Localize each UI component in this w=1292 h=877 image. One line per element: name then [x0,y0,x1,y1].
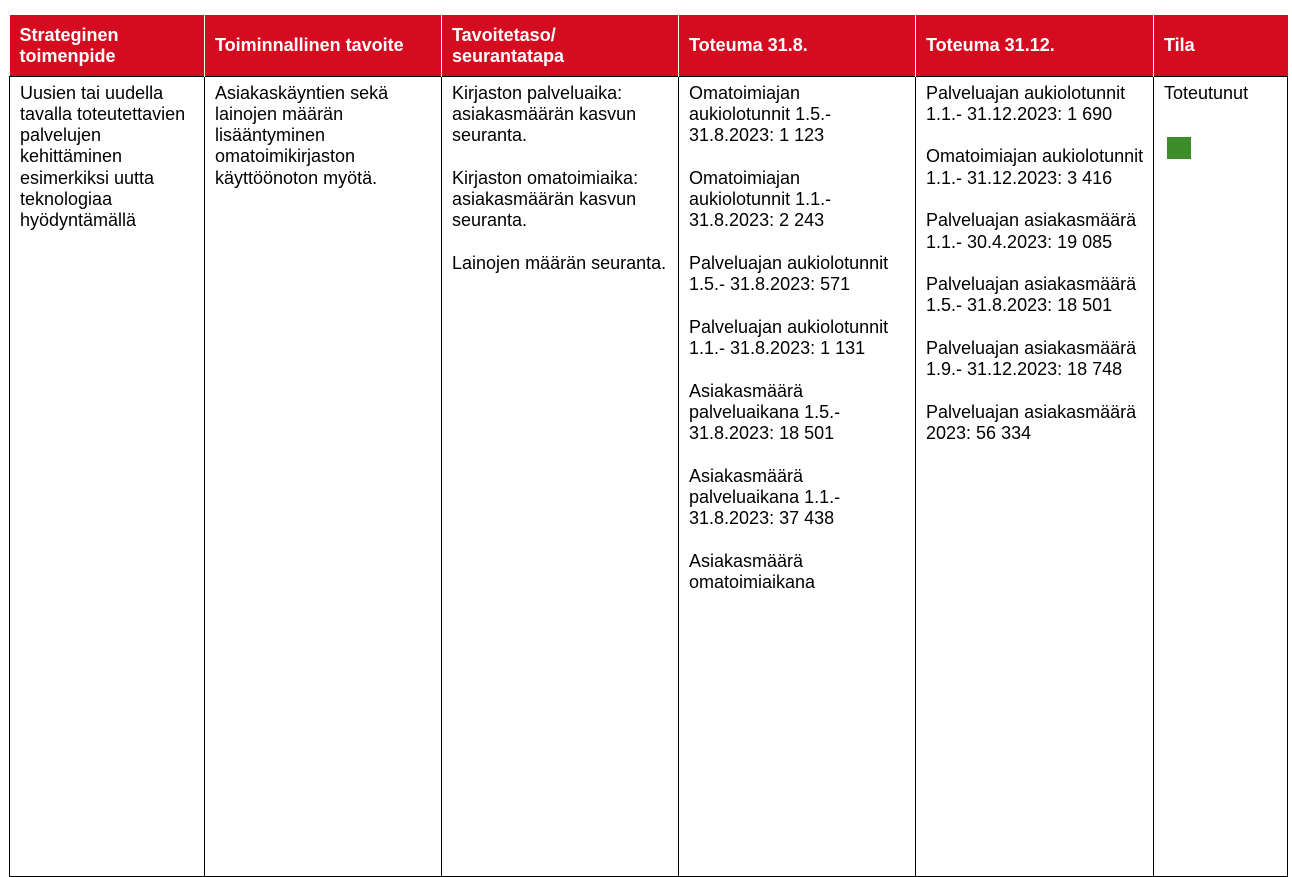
header-strateginen-toimenpide: Strateginen toimenpide [10,15,205,76]
realization-aug-paragraph: Palveluajan aukiolotunnit 1.5.- 31.8.2023: 571 [689,252,889,295]
header-toteuma-31-8: Toteuma 31.8. [679,15,916,76]
realization-aug-paragraph: Palveluajan aukiolotunnit 1.1.- 31.8.2023: 1 131 [689,316,889,359]
cell-toiminnallinen-tavoite [205,76,442,876]
cell-strateginen-toimenpide [10,76,205,876]
realization-dec-paragraph: Palveluajan asiakasmäärä 1.5.- 31.8.2023: 18 501 [926,274,1137,316]
header-tila: Tila [1154,15,1288,76]
realization-dec-paragraph: Palveluajan asiakasmäärä 1.1.- 30.4.2023: 19 085 [926,210,1137,252]
realization-aug-paragraph: Omatoimiajan aukiolotunnit 1.5.- 31.8.2023: 1 123 [689,82,832,146]
header-toiminnallinen-tavoite: Toiminnallinen tavoite [205,15,442,76]
realization-dec-paragraph: Omatoimiajan aukiolotunnit 1.1.- 31.12.2023: 3 416 [926,146,1144,188]
realization-aug-paragraph: Asiakasmäärä omatoimiaikana [689,551,816,593]
realization-dec-paragraph: Palveluajan asiakasmäärä 2023: 56 334 [926,401,1137,444]
header-toteuma-31-12: Toteuma 31.12. [916,15,1154,76]
header-tavoitetaso: Tavoitetaso/ seurantatapa [442,15,679,76]
target-paragraph: Lainojen määrän seuranta. [452,252,667,273]
target-paragraph: Kirjaston omatoimiaika: asiakasmäärän kasvun seuranta. [452,167,639,231]
cell-toteuma-31-8 [679,76,916,876]
cell-toteuma-31-12 [916,76,1154,876]
realization-aug-paragraph: Asiakasmäärä palveluaikana 1.5.- 31.8.2023: 18 501 [689,380,841,444]
status-text: Toteutunut [1164,82,1249,103]
operational-goal-text: Asiakaskäyntien sekä lainojen määrän lisääntyminen omatoimikirjaston käyttöönoton myötä. [215,82,389,188]
realization-aug-paragraph: Asiakasmäärä palveluaikana 1.1.- 31.8.2023: 37 438 [689,465,841,529]
strategic-action-text: Uusien tai uudella tavalla toteutettavien palvelujen kehittäminen esimerkiksi uutta teknologiaa hyödyntämällä [20,82,186,231]
realization-dec-paragraph: Palveluajan asiakasmäärä 1.9.- 31.12.2023: 18 748 [926,338,1137,380]
status-indicator-icon [1167,137,1191,159]
cell-tila [1154,76,1288,876]
goals-table [9,15,1288,877]
table-row [10,76,1288,876]
target-paragraph: Kirjaston palveluaika: asiakasmäärän kasvun seuranta. [452,82,637,146]
cell-tavoitetaso [442,76,679,876]
realization-dec-paragraph: Palveluajan aukiolotunnit 1.1.- 31.12.2023: 1 690 [926,82,1126,124]
table-header-row [10,15,1288,76]
realization-aug-paragraph: Omatoimiajan aukiolotunnit 1.1.- 31.8.2023: 2 243 [689,167,832,231]
